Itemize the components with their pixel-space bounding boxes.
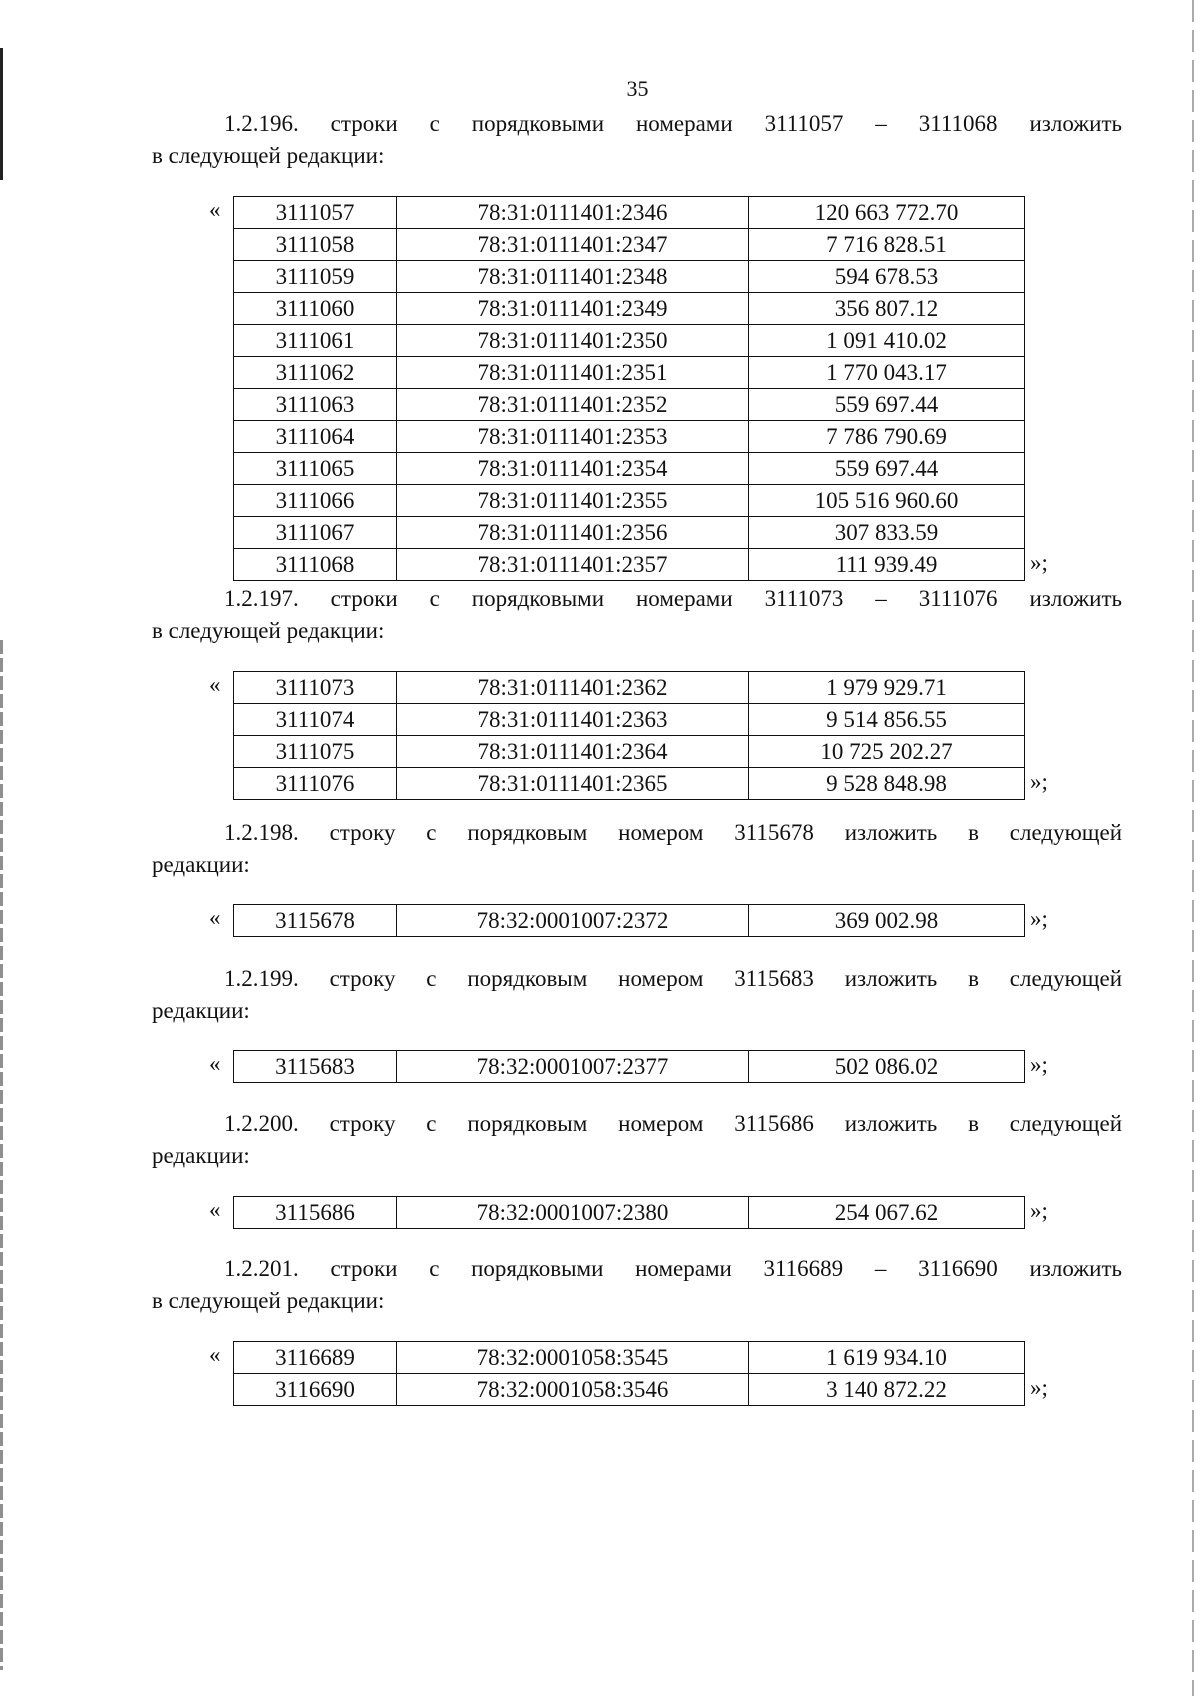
row-number-cell: 3111076 <box>234 768 397 800</box>
value-cell: 111 939.49 <box>749 549 1025 581</box>
table-row <box>234 1342 1025 1374</box>
row-number-cell: 3115678 <box>234 905 397 937</box>
section-paragraph <box>152 1108 1122 1172</box>
cadastral-number-cell: 78:31:0111401:2347 <box>397 229 749 261</box>
value-cell: 369 002.98 <box>749 905 1025 937</box>
table-row <box>234 905 1025 937</box>
table-row <box>234 261 1025 293</box>
table-row <box>234 1374 1025 1406</box>
value-cell: 307 833.59 <box>749 517 1025 549</box>
section-paragraph <box>152 963 1122 1027</box>
close-quote: »; <box>1030 550 1048 575</box>
table-row <box>234 549 1025 581</box>
row-number-cell: 3111059 <box>234 261 397 293</box>
table-row <box>234 453 1025 485</box>
cadastral-number-cell: 78:31:0111401:2351 <box>397 357 749 389</box>
table-row <box>234 768 1025 800</box>
cadastral-number-cell: 78:31:0111401:2353 <box>397 421 749 453</box>
amendment-table <box>233 1196 1025 1229</box>
cadastral-number-cell: 78:32:0001007:2377 <box>397 1051 749 1083</box>
table-row <box>234 389 1025 421</box>
cadastral-number-cell: 78:31:0111401:2350 <box>397 325 749 357</box>
table-row <box>234 197 1025 229</box>
paragraph-line: в следующей редакции: <box>152 1288 385 1313</box>
paragraph-line: в следующей редакции: <box>152 143 385 168</box>
table-row <box>234 357 1025 389</box>
cadastral-number-cell: 78:32:0001007:2380 <box>397 1197 749 1229</box>
row-number-cell: 3111065 <box>234 453 397 485</box>
open-quote: « <box>209 905 221 930</box>
cadastral-number-cell: 78:31:0111401:2364 <box>397 736 749 768</box>
row-number-cell: 3111074 <box>234 704 397 736</box>
row-number-cell: 3111064 <box>234 421 397 453</box>
cadastral-number-cell: 78:31:0111401:2346 <box>397 197 749 229</box>
cadastral-number-cell: 78:31:0111401:2352 <box>397 389 749 421</box>
table-row <box>234 1197 1025 1229</box>
row-number-cell: 3111062 <box>234 357 397 389</box>
row-number-cell: 3111061 <box>234 325 397 357</box>
value-cell: 356 807.12 <box>749 293 1025 325</box>
value-cell: 9 528 848.98 <box>749 768 1025 800</box>
close-quote: »; <box>1030 1052 1048 1077</box>
section-paragraph <box>152 1253 1122 1317</box>
scan-edge-mark <box>1192 0 1194 1696</box>
open-quote: « <box>209 1051 221 1076</box>
cadastral-number-cell: 78:31:0111401:2365 <box>397 768 749 800</box>
row-number-cell: 3111075 <box>234 736 397 768</box>
paragraph-line: редакции: <box>152 998 250 1023</box>
paragraph-line: 1.2.198. строку с порядковым номером 3115678 изложить в следующей <box>224 820 1122 845</box>
cadastral-number-cell: 78:32:0001058:3546 <box>397 1374 749 1406</box>
value-cell: 1 619 934.10 <box>749 1342 1025 1374</box>
row-number-cell: 3111073 <box>234 672 397 704</box>
paragraph-line: 1.2.200. строку с порядковым номером 3115686 изложить в следующей <box>224 1111 1122 1136</box>
row-number-cell: 3116689 <box>234 1342 397 1374</box>
row-number-cell: 3111063 <box>234 389 397 421</box>
cadastral-number-cell: 78:31:0111401:2355 <box>397 485 749 517</box>
amendment-table <box>233 1050 1025 1083</box>
amendment-table <box>233 671 1025 800</box>
cadastral-number-cell: 78:31:0111401:2354 <box>397 453 749 485</box>
cadastral-number-cell: 78:32:0001007:2372 <box>397 905 749 937</box>
table-row <box>234 1051 1025 1083</box>
close-quote: »; <box>1030 1198 1048 1223</box>
section-paragraph <box>152 108 1122 172</box>
cadastral-number-cell: 78:31:0111401:2362 <box>397 672 749 704</box>
open-quote: « <box>209 197 221 222</box>
paragraph-line: 1.2.199. строку с порядковым номером 3115683 изложить в следующей <box>224 966 1122 991</box>
row-number-cell: 3111067 <box>234 517 397 549</box>
row-number-cell: 3115683 <box>234 1051 397 1083</box>
value-cell: 559 697.44 <box>749 389 1025 421</box>
table-row <box>234 704 1025 736</box>
paragraph-line: редакции: <box>152 852 250 877</box>
amendment-table <box>233 196 1025 581</box>
table-row <box>234 325 1025 357</box>
value-cell: 1 091 410.02 <box>749 325 1025 357</box>
value-cell: 1 770 043.17 <box>749 357 1025 389</box>
value-cell: 559 697.44 <box>749 453 1025 485</box>
value-cell: 3 140 872.22 <box>749 1374 1025 1406</box>
table-row <box>234 736 1025 768</box>
paragraph-line: в следующей редакции: <box>152 618 385 643</box>
value-cell: 594 678.53 <box>749 261 1025 293</box>
row-number-cell: 3111060 <box>234 293 397 325</box>
value-cell: 7 786 790.69 <box>749 421 1025 453</box>
value-cell: 502 086.02 <box>749 1051 1025 1083</box>
value-cell: 9 514 856.55 <box>749 704 1025 736</box>
page-number: 35 <box>626 76 649 101</box>
close-quote: »; <box>1030 906 1048 931</box>
row-number-cell: 3115686 <box>234 1197 397 1229</box>
paragraph-line: 1.2.196. строки с порядковыми номерами 3111057 – 3111068 изложить <box>224 111 1122 136</box>
cadastral-number-cell: 78:31:0111401:2356 <box>397 517 749 549</box>
amendment-table <box>233 904 1025 937</box>
open-quote: « <box>209 1342 221 1367</box>
cadastral-number-cell: 78:31:0111401:2363 <box>397 704 749 736</box>
value-cell: 7 716 828.51 <box>749 229 1025 261</box>
paragraph-line: 1.2.201. строки с порядковыми номерами 3116689 – 3116690 изложить <box>224 1256 1122 1281</box>
value-cell: 254 067.62 <box>749 1197 1025 1229</box>
amendment-table <box>233 1341 1025 1406</box>
scan-edge-mark <box>0 640 3 1670</box>
table-row <box>234 672 1025 704</box>
table-row <box>234 229 1025 261</box>
paragraph-line: редакции: <box>152 1143 250 1168</box>
open-quote: « <box>209 672 221 697</box>
cadastral-number-cell: 78:31:0111401:2357 <box>397 549 749 581</box>
row-number-cell: 3111058 <box>234 229 397 261</box>
row-number-cell: 3111068 <box>234 549 397 581</box>
cadastral-number-cell: 78:31:0111401:2348 <box>397 261 749 293</box>
section-paragraph <box>152 583 1122 647</box>
paragraph-line: 1.2.197. строки с порядковыми номерами 3111073 – 3111076 изложить <box>224 586 1122 611</box>
close-quote: »; <box>1030 769 1048 794</box>
row-number-cell: 3111066 <box>234 485 397 517</box>
table-row <box>234 293 1025 325</box>
table-row <box>234 517 1025 549</box>
value-cell: 120 663 772.70 <box>749 197 1025 229</box>
cadastral-number-cell: 78:31:0111401:2349 <box>397 293 749 325</box>
open-quote: « <box>209 1197 221 1222</box>
value-cell: 1 979 929.71 <box>749 672 1025 704</box>
scan-edge-mark <box>0 48 3 180</box>
value-cell: 10 725 202.27 <box>749 736 1025 768</box>
value-cell: 105 516 960.60 <box>749 485 1025 517</box>
section-paragraph <box>152 817 1122 881</box>
row-number-cell: 3111057 <box>234 197 397 229</box>
close-quote: »; <box>1030 1375 1048 1400</box>
table-row <box>234 421 1025 453</box>
cadastral-number-cell: 78:32:0001058:3545 <box>397 1342 749 1374</box>
table-row <box>234 485 1025 517</box>
row-number-cell: 3116690 <box>234 1374 397 1406</box>
